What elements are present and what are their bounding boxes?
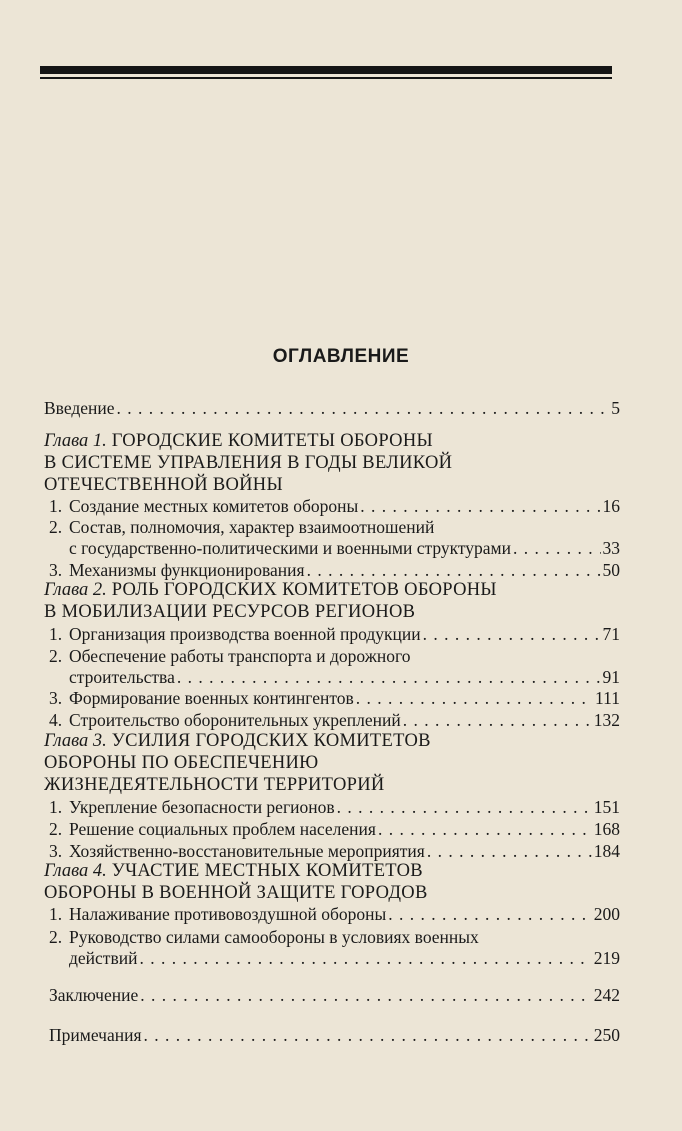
entry-page: 242	[593, 985, 620, 1005]
section-number: 2.	[49, 927, 63, 947]
dot-leader	[307, 560, 601, 581]
header-rule-thin	[40, 77, 612, 79]
entry-title: Организация производства военной продукции	[69, 624, 421, 644]
chapter-label: Глава 4.	[44, 861, 107, 881]
dot-leader	[403, 710, 592, 731]
entry-page: 50	[602, 560, 620, 580]
toc-entry-continuation[interactable]	[69, 667, 620, 688]
chapter-title-line: ОБОРОНЫ ПО ОБЕСПЕЧЕНИЮ	[44, 753, 319, 773]
chapter-2-title[interactable]	[44, 580, 497, 601]
dot-leader	[177, 667, 601, 688]
entry-title: Решение социальных проблем населения	[69, 819, 376, 839]
section-number: 2.	[49, 646, 63, 666]
entry-title: Состав, полномочия, характер взаимоотношений	[69, 517, 435, 537]
section-number: 4.	[49, 710, 63, 730]
chapter-title-line: ЖИЗНЕДЕЯТЕЛЬНОСТИ ТЕРРИТОРИЙ	[44, 775, 385, 795]
entry-title: Укрепление безопасности регионов	[69, 797, 335, 817]
entry-title: Строительство оборонительных укреплений	[69, 710, 401, 730]
entry-page: 168	[593, 819, 620, 839]
dot-leader	[513, 538, 601, 559]
entry-title: Налаживание противовоздушной обороны	[69, 904, 387, 924]
dot-leader	[388, 904, 592, 925]
section-number: 1.	[49, 904, 63, 924]
entry-title: Обеспечение работы транспорта и дорожного	[69, 646, 411, 666]
section-number: 2.	[49, 819, 63, 839]
section-number: 3.	[49, 688, 63, 708]
toc-entry[interactable]	[49, 841, 620, 862]
entry-title: Формирование военных контингентов	[69, 688, 354, 708]
entry-page: 250	[593, 1025, 620, 1045]
chapter-3-title[interactable]	[44, 731, 431, 752]
entry-page: 132	[593, 710, 620, 730]
toc-entry[interactable]	[49, 517, 620, 538]
toc-entry[interactable]	[49, 496, 620, 517]
entry-title: Заключение	[49, 985, 139, 1005]
toc-entry-intro[interactable]	[44, 398, 620, 419]
chapter-title-line: ОБОРОНЫ В ВОЕННОЙ ЗАЩИТЕ ГОРОДОВ	[44, 883, 428, 903]
dot-leader	[356, 688, 593, 709]
section-number: 3.	[49, 560, 63, 580]
toc-entry[interactable]	[49, 710, 620, 731]
dot-leader	[427, 841, 592, 862]
dot-leader	[117, 398, 610, 419]
dot-leader	[360, 496, 600, 517]
dot-leader	[144, 1025, 592, 1046]
section-number: 1.	[49, 797, 63, 817]
entry-page: 184	[593, 841, 620, 861]
chapter-1-title[interactable]	[44, 431, 433, 452]
entry-title: Руководство силами самообороны в условиях военных	[69, 927, 479, 947]
header-rule-thick	[40, 66, 612, 74]
entry-title: Хозяйственно-восстановительные мероприятия	[69, 841, 425, 861]
entry-title: с государственно-политическими и военными структурами	[69, 538, 511, 558]
dot-leader	[337, 797, 592, 818]
entry-page: 91	[602, 667, 620, 687]
chapter-title-line: В МОБИЛИЗАЦИИ РЕСУРСОВ РЕГИОНОВ	[44, 602, 416, 622]
dot-leader	[378, 819, 592, 840]
toc-entry-continuation[interactable]	[69, 538, 620, 559]
toc-entry[interactable]	[49, 560, 620, 581]
toc-entry-conclusion[interactable]	[49, 985, 620, 1006]
chapter-title-line: РОЛЬ ГОРОДСКИХ КОМИТЕТОВ ОБОРОНЫ	[111, 580, 497, 600]
chapter-title-line: УЧАСТИЕ МЕСТНЫХ КОМИТЕТОВ	[111, 861, 423, 881]
entry-title: Примечания	[49, 1025, 142, 1045]
dot-leader	[140, 985, 592, 1006]
toc-entry[interactable]	[49, 797, 620, 818]
toc-entry[interactable]	[49, 819, 620, 840]
chapter-label: Глава 3.	[44, 731, 107, 751]
entry-title: Механизмы функционирования	[69, 560, 305, 580]
dot-leader	[423, 624, 601, 645]
entry-title: действий	[69, 948, 138, 968]
section-number: 3.	[49, 841, 63, 861]
dot-leader	[139, 948, 591, 969]
entry-title: строительства	[69, 667, 175, 687]
chapter-4-title[interactable]	[44, 861, 423, 882]
chapter-title-line: ОТЕЧЕСТВЕННОЙ ВОЙНЫ	[44, 475, 283, 495]
entry-title: Введение	[44, 398, 115, 418]
entry-page: 71	[602, 624, 620, 644]
chapter-label: Глава 1.	[44, 431, 107, 451]
toc-entry[interactable]	[49, 646, 620, 667]
chapter-label: Глава 2.	[44, 580, 107, 600]
section-number: 1.	[49, 624, 63, 644]
chapter-title-line: ГОРОДСКИЕ КОМИТЕТЫ ОБОРОНЫ	[111, 431, 433, 451]
entry-page: 219	[593, 948, 620, 968]
entry-page: 200	[593, 904, 620, 924]
toc-entry[interactable]	[49, 927, 620, 948]
toc-heading: ОГЛАВЛЕНИЕ	[272, 346, 410, 367]
toc-entry-notes[interactable]	[49, 1025, 620, 1046]
entry-page: 111	[595, 688, 620, 708]
entry-page: 16	[602, 496, 620, 516]
entry-page: 151	[593, 797, 620, 817]
chapter-title-line: В СИСТЕМЕ УПРАВЛЕНИЯ В ГОДЫ ВЕЛИКОЙ	[44, 453, 453, 473]
section-number: 2.	[49, 517, 63, 537]
entry-page: 33	[602, 538, 620, 558]
entry-page: 5	[611, 398, 620, 418]
toc-entry[interactable]	[49, 688, 620, 709]
chapter-title-line: УСИЛИЯ ГОРОДСКИХ КОМИТЕТОВ	[111, 731, 431, 751]
toc-entry[interactable]	[49, 904, 620, 925]
section-number: 1.	[49, 496, 63, 516]
entry-title: Создание местных комитетов обороны	[69, 496, 359, 516]
toc-entry[interactable]	[49, 624, 620, 645]
toc-entry-continuation[interactable]	[69, 948, 620, 969]
